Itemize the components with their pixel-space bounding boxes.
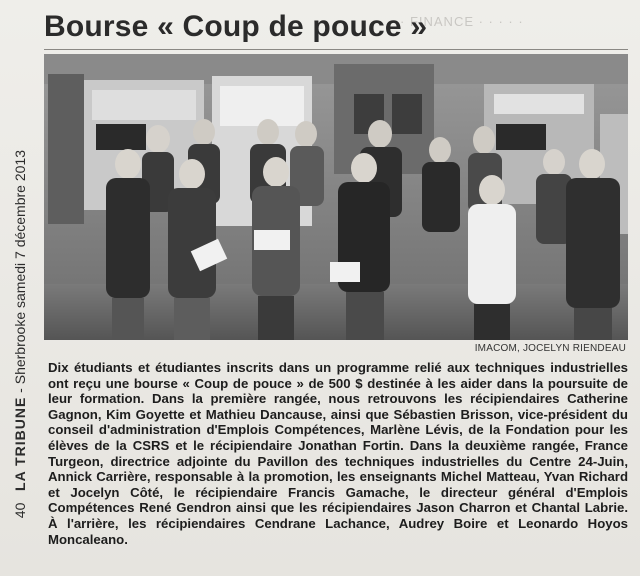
- side-caption-text: [12, 150, 32, 550]
- bleed-through-text: · FINANCE · · · · ·: [400, 14, 524, 29]
- article-body: Dix étudiants et étudiantes inscrits dans un programme relié aux techniques industrielles ont reçu une bourse « Coup de pouce » de 500 $ destinée à les aider dans la poursuite de leur formation. Dans la première rangée, nous retrouvons les récipiendaires Catherine Gagnon, Kim Goyette et Mathieu Dancause, ainsi que Sébastien Brisson, vice-président du conseil d'administration d'Emplois Compétences, Marlène Lévis, de la Fondation pour les élèves de la CSRS et le récipiendaire Jonathan Fortin. Dans la deuxième rangée, France Turgeon, directrice adjointe du Pavillon des techniques industrielles du Centre 24-Juin, Annick Carrière, responsable à la promotion, les enseignants Michel Matteau, Yvan Richard et Jocelyn Côté, le récipiendaire Francis Gamache, le directeur général d'Emplois Compétences René Gendron ainsi que les récipiendaires Jason Charron et Chantal Labrie. À l'arrière, les récipiendaires Cendrane Lachance, Audrey Boire et Leonardo Hoyos Moncaleano.: [48, 360, 628, 547]
- group-photo-illustration: [44, 54, 628, 340]
- headline-rule: [44, 49, 628, 50]
- page-number: 40: [12, 502, 28, 519]
- photo-credit: IMACOM, JOCELYN RIENDEAU: [474, 343, 626, 354]
- side-caption: [12, 150, 32, 560]
- newspaper-name: LA TRIBUNE: [12, 396, 28, 491]
- headline: Bourse « Coup de pouce »: [44, 10, 428, 43]
- group-photo: [44, 54, 628, 340]
- dateline: - Sherbrooke samedi 7 décembre 2013: [12, 150, 28, 393]
